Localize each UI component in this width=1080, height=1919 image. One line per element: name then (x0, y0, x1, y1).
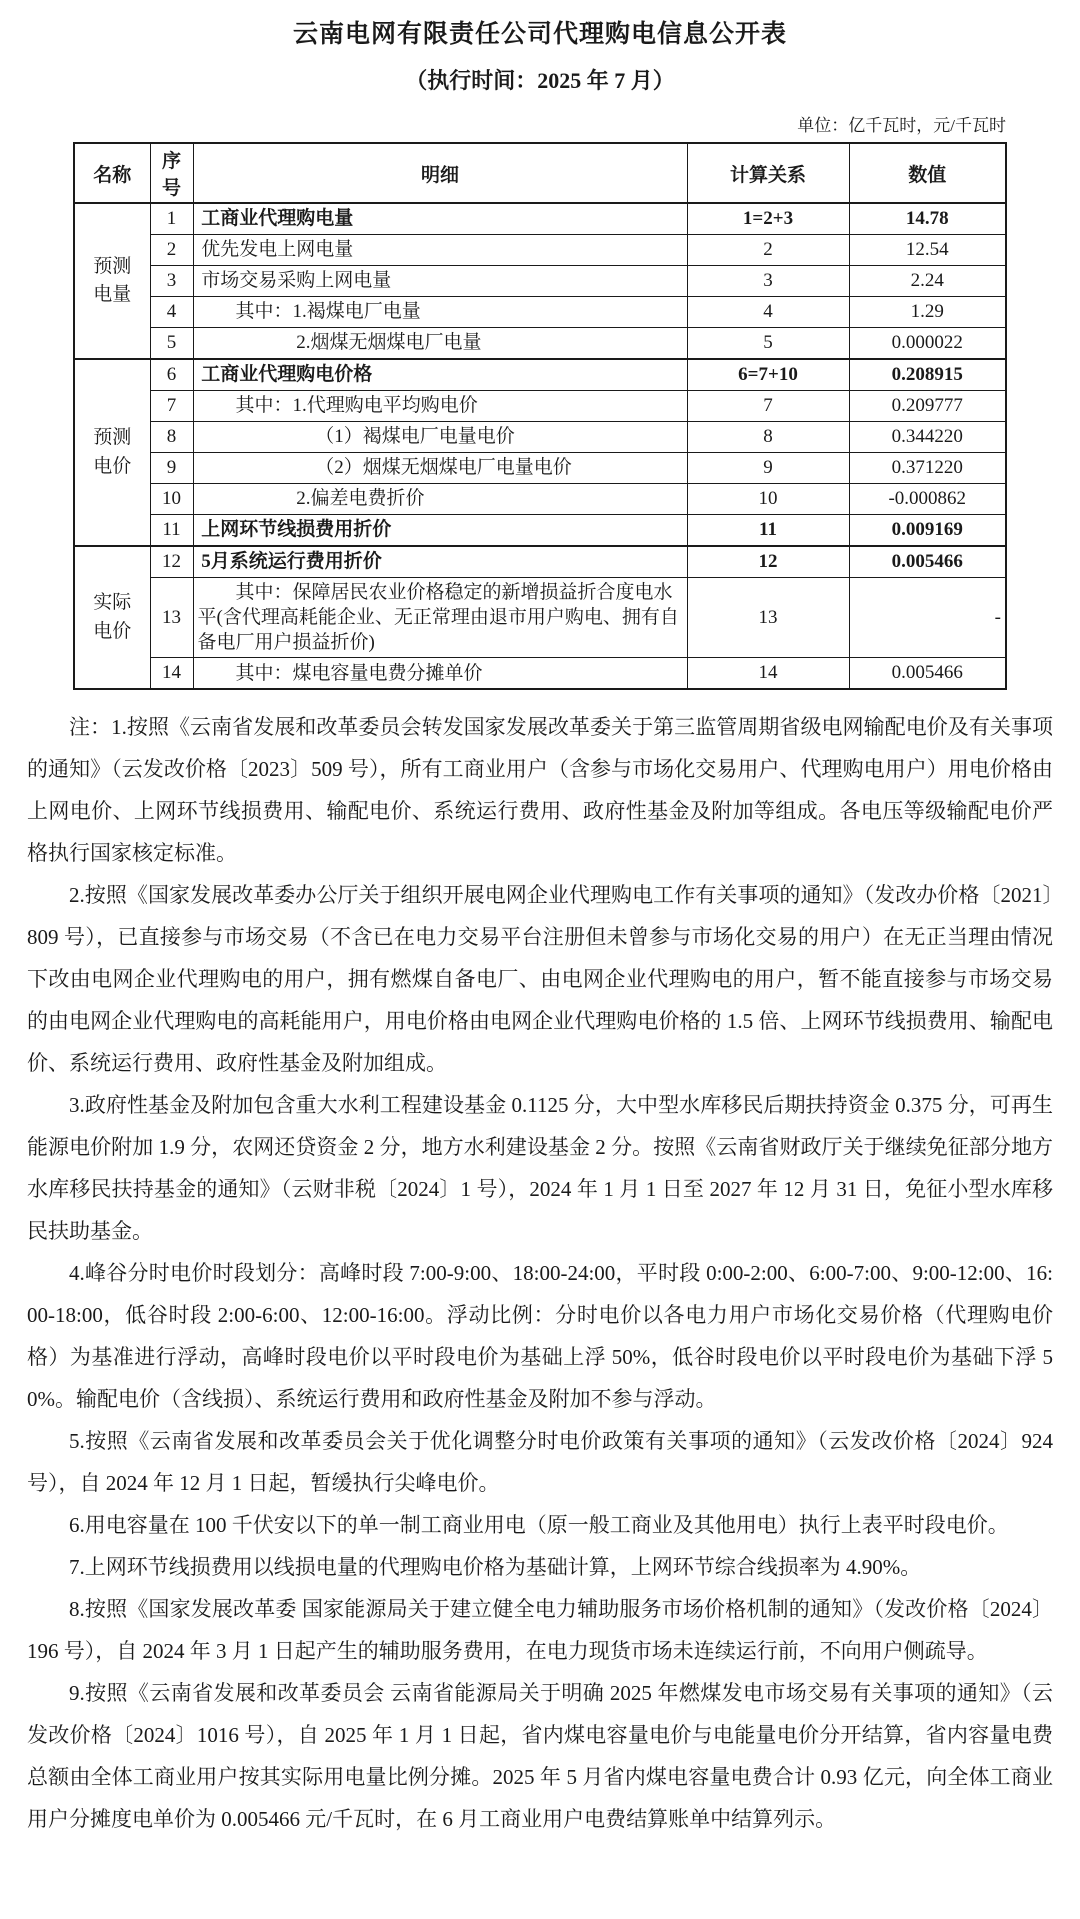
row-value-cell: 0.009169 (849, 515, 1006, 547)
row-value-cell: 0.005466 (849, 546, 1006, 578)
table-body (74, 203, 1006, 689)
group-label (74, 203, 150, 359)
page-subtitle: （执行时间：2025 年 7 月） (405, 68, 675, 93)
row-detail-cell: （2）烟煤无烟煤电厂电量电价 (193, 453, 687, 484)
row-number-cell: 4 (150, 297, 193, 328)
row-number-cell: 13 (150, 578, 193, 658)
row-detail-cell: （1）褐煤电厂电量电价 (193, 422, 687, 453)
table-row (74, 453, 1006, 484)
row-value-cell: 1.29 (849, 297, 1006, 328)
row-relation-cell: 10 (687, 484, 849, 515)
row-detail-cell: 其中：1.代理购电平均购电价 (193, 391, 687, 422)
table-row (74, 578, 1006, 658)
table-row (74, 515, 1006, 547)
row-number-cell: 1 (150, 203, 193, 235)
row-relation-cell: 1=2+3 (687, 203, 849, 235)
row-relation-cell: 6=7+10 (687, 359, 849, 391)
row-number-cell: 7 (150, 391, 193, 422)
group-label-line: 电价 (93, 620, 132, 642)
row-value-cell: 0.344220 (849, 422, 1006, 453)
group-label-line: 预测 (93, 427, 132, 448)
column-header: 数值 (849, 143, 1006, 203)
table-header (74, 143, 1006, 203)
note-paragraph: 7.上网环节线损费用以线损电量的代理购电价格为基础计算，上网环节综合线损率为 4.90%。 (69, 1555, 922, 1580)
note-paragraph: 注：1.按照《云南省发展和改革委员会转发国家发展改革委关于第三监管周期省级电网输配电价及有关事项的通知》（云发改价格〔2023〕509 号），所有工商业用户（含参与市场化交易用户、代理购电用户）用电价格由上网电价、上网环节线损费用、输配电价、系统运行费用、政府性基金及附加等组成。各电压等级输配电价严格执行国家核定标准。 (27, 715, 1053, 866)
row-value-cell: - (849, 578, 1006, 658)
group-label-line: 电量 (93, 284, 132, 305)
row-relation-cell: 9 (687, 453, 849, 484)
note-paragraph: 3.政府性基金及附加包含重大水利工程建设基金 0.1125 分，大中型水库移民后期扶持资金 0.375 分，可再生能源电价附加 1.9 分，农网还贷资金 2 分，地方水利建设基金 2 分。按照《云南省财政厅关于继续免征部分地方水库移民扶持基金的通知》（云财非税〔2024〕1 号），2024 年 1 月 1 日至 2027 年 12 月 31 日，免征小型水库移民扶助基金。 (27, 1093, 1053, 1244)
group-label-line: 预测 (93, 255, 132, 277)
row-detail-cell: 其中：煤电容量电费分摊单价 (193, 658, 687, 690)
row-relation-cell: 11 (687, 515, 849, 547)
column-header: 明细 (193, 143, 687, 203)
group-label (74, 546, 150, 689)
row-number-cell: 11 (150, 515, 193, 547)
row-relation-cell: 12 (687, 546, 849, 578)
row-number-cell: 14 (150, 658, 193, 690)
row-value-cell: 0.208915 (849, 359, 1006, 391)
row-relation-cell: 7 (687, 391, 849, 422)
row-relation-cell: 3 (687, 266, 849, 297)
table-row (74, 391, 1006, 422)
group-label-line: 电价 (93, 455, 132, 477)
row-number-cell: 10 (150, 484, 193, 515)
note-paragraph: 6.用电容量在 100 千伏安以下的单一制工商业用电（原一般工商业及其他用电）执行上表平时段电价。 (69, 1513, 1009, 1538)
note-paragraph: 8.按照《国家发展改革委 国家能源局关于建立健全电力辅助服务市场价格机制的通知》（发改价格〔2024〕196 号），自 2024 年 3 月 1 日起产生的辅助服务费用，在电力现货市场未连续运行前，不向用户侧疏导。 (27, 1597, 1053, 1664)
row-value-cell: 2.24 (849, 266, 1006, 297)
unit-note: 单位：亿千瓦时，元/千瓦时 (797, 116, 1006, 135)
table-row (74, 422, 1006, 453)
table-row (74, 266, 1006, 297)
group-label-line: 实际 (93, 592, 132, 614)
row-detail-cell: 工商业代理购电量 (193, 203, 687, 235)
row-relation-cell: 8 (687, 422, 849, 453)
row-value-cell: 0.000022 (849, 328, 1006, 360)
row-detail-cell: 其中：保障居民农业价格稳定的新增损益折合度电水平(含代理高耗能企业、无正常理由退市用户购电、拥有自备电厂用户损益折价) (193, 578, 687, 658)
note-paragraph: 2.按照《国家发展改革委办公厅关于组织开展电网企业代理购电工作有关事项的通知》（发改办价格〔2021〕809 号），已直接参与市场交易（不含已在电力交易平台注册但未曾参与市场化交易的用户）在无正当理由情况下改由电网企业代理购电的用户，拥有燃煤自备电厂、由电网企业代理购电的用户，暂不能直接参与市场交易的由电网企业代理购电的高耗能用户，用电价格由电网企业代理购电价格的 1.5 倍、上网环节线损费用、输配电价、系统运行费用、政府性基金及附加组成。 (27, 883, 1053, 1076)
table-row (74, 484, 1006, 515)
table-row (74, 658, 1006, 690)
column-header: 序号 (150, 143, 193, 203)
row-relation-cell: 4 (687, 297, 849, 328)
row-number-cell: 8 (150, 422, 193, 453)
row-detail-cell: 2.偏差电费折价 (193, 484, 687, 515)
notes-section (27, 706, 1053, 1840)
note-paragraph: 5.按照《云南省发展和改革委员会关于优化调整分时电价政策有关事项的通知》（云发改价格〔2024〕924 号），自 2024 年 12 月 1 日起，暂缓执行尖峰电价。 (27, 1429, 1053, 1496)
row-detail-cell: 2.烟煤无烟煤电厂电量 (193, 328, 687, 360)
row-detail-cell: 上网环节线损费用折价 (193, 515, 687, 547)
row-relation-cell: 5 (687, 328, 849, 360)
row-value-cell: -0.000862 (849, 484, 1006, 515)
table-header-row (74, 143, 1006, 203)
table-row (74, 297, 1006, 328)
row-detail-cell: 其中：1.褐煤电厂电量 (193, 297, 687, 328)
table-row (74, 203, 1006, 235)
row-relation-cell: 13 (687, 578, 849, 658)
row-number-cell: 9 (150, 453, 193, 484)
row-number-cell: 12 (150, 546, 193, 578)
row-number-cell: 2 (150, 235, 193, 266)
row-detail-cell: 优先发电上网电量 (193, 235, 687, 266)
row-relation-cell: 14 (687, 658, 849, 690)
table-row (74, 328, 1006, 360)
row-number-cell: 5 (150, 328, 193, 360)
column-header: 名称 (74, 143, 150, 203)
row-number-cell: 3 (150, 266, 193, 297)
note-paragraph: 9.按照《云南省发展和改革委员会 云南省能源局关于明确 2025 年燃煤发电市场交易有关事项的通知》（云发改价格〔2024〕1016 号），自 2025 年 1 月 1 日起，省内煤电容量电价与电能量电价分开结算，省内容量电费总额由全体工商业用户按其实际用电量比例分摊。2025 年 5 月省内煤电容量电费合计 0.93 亿元，向全体工商业用户分摊度电单价为 0.005466 元/千瓦时，在 6 月工商业用户电费结算账单中结算列示。 (27, 1681, 1053, 1832)
row-detail-cell: 工商业代理购电价格 (193, 359, 687, 391)
row-number-cell: 6 (150, 359, 193, 391)
row-value-cell: 0.209777 (849, 391, 1006, 422)
row-relation-cell: 2 (687, 235, 849, 266)
row-detail-cell: 5月系统运行费用折价 (193, 546, 687, 578)
column-header: 计算关系 (687, 143, 849, 203)
row-value-cell: 0.371220 (849, 453, 1006, 484)
page-title: 云南电网有限责任公司代理购电信息公开表 (292, 20, 787, 48)
row-value-cell: 0.005466 (849, 658, 1006, 690)
table-row (74, 546, 1006, 578)
table-row (74, 359, 1006, 391)
row-detail-cell: 市场交易采购上网电量 (193, 266, 687, 297)
row-value-cell: 14.78 (849, 203, 1006, 235)
disclosure-table (73, 142, 1007, 690)
row-value-cell: 12.54 (849, 235, 1006, 266)
table-row (74, 235, 1006, 266)
note-paragraph: 4.峰谷分时电价时段划分：高峰时段 7:00-9:00、18:00-24:00，平时段 0:00-2:00、6:00-7:00、9:00-12:00、16:00-18:00，低谷时段 2:00-6:00、12:00-16:00。浮动比例：分时电价以各电力用户市场化交易价格（代理购电价格）为基准进行浮动，高峰时段电价以平时段电价为基础上浮 50%，低谷时段电价以平时段电价为基础下浮 50%。输配电价（含线损）、系统运行费用和政府性基金及附加不参与浮动。 (27, 1261, 1053, 1412)
group-label (74, 359, 150, 546)
